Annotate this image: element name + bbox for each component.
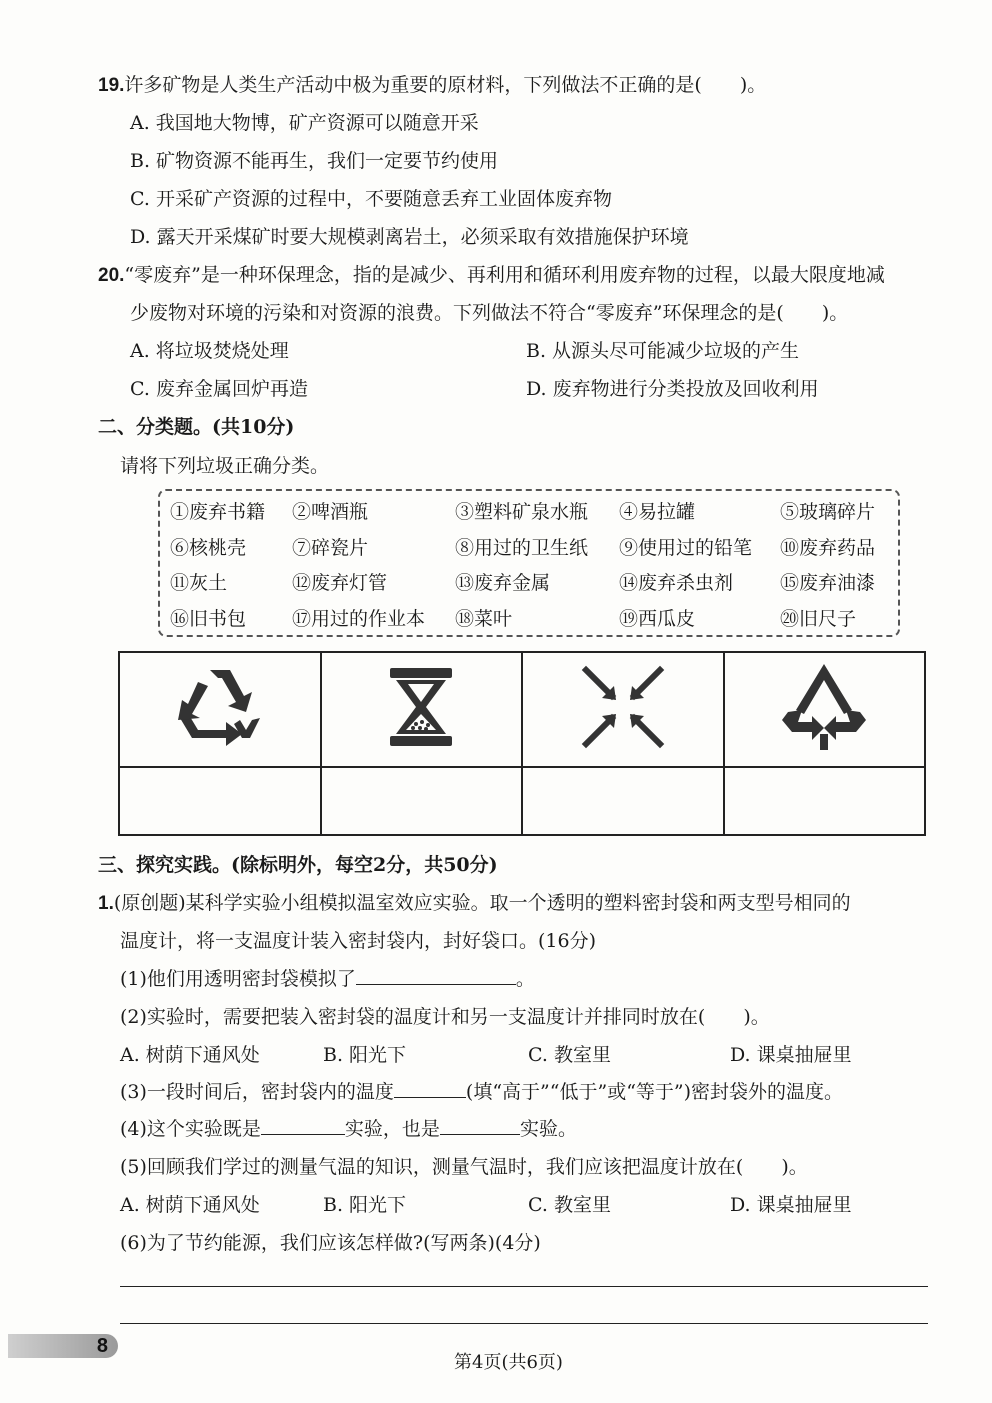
part2-option-b: B. 阳光下 (323, 1044, 407, 1066)
answer-cell-recyclable[interactable] (119, 767, 321, 835)
answer-cell-kitchen[interactable] (724, 767, 926, 835)
waste-item: ⑫废弃灯管 (292, 572, 388, 594)
bin-cell-other (522, 652, 724, 767)
waste-item: ②啤酒瓶 (292, 501, 369, 523)
s3q1-number: 1. (98, 893, 114, 914)
part2-option-d: D. 课桌抽屉里 (730, 1044, 852, 1066)
waste-item: ⑥核桃壳 (170, 537, 247, 559)
s3q1-part6: (6)为了节约能源，我们应该怎样做?(写两条)(4分) (120, 1232, 541, 1254)
waste-item: ①废弃书籍 (170, 501, 266, 523)
q19-stem (98, 70, 766, 97)
waste-item: ⑳旧尺子 (780, 608, 857, 630)
waste-item: ⑩废弃药品 (780, 537, 876, 559)
q19-text: 许多矿物是人类生产活动中极为重要的原材料，下列做法不正确的是( )。 (124, 74, 767, 96)
part4-text-c: 实验。 (519, 1118, 577, 1140)
waste-item: ⑰用过的作业本 (292, 608, 426, 630)
other-waste-icon (578, 662, 668, 752)
part5-option-a: A. 树荫下通风处 (120, 1194, 260, 1216)
answer-cell-other[interactable] (522, 767, 724, 835)
part5-option-c: C. 教室里 (528, 1194, 611, 1216)
part4-blank-1[interactable] (261, 1118, 345, 1135)
bin-cell-kitchen (724, 652, 926, 767)
waste-item: ⑧用过的卫生纸 (455, 537, 589, 559)
part3-prefix: (3)一段时间后，密封袋内的温度 (120, 1081, 394, 1103)
hazardous-icon (376, 662, 466, 752)
s3q1-text-line1: (原创题)某科学实验小组模拟温室效应实验。取一个透明的塑料密封袋和两支型号相同的 (113, 892, 851, 914)
bin-cell-hazardous (321, 652, 523, 767)
q20-option-d: D. 废弃物进行分类投放及回收利用 (526, 378, 819, 400)
q20-number: 20. (98, 265, 125, 286)
page-info: 第4页(共6页) (454, 1352, 563, 1373)
classification-table (118, 651, 926, 836)
bin-cell-recyclable (119, 652, 321, 767)
q20-option-c: C. 废弃金属回炉再造 (130, 378, 308, 400)
waste-item: ⑲西瓜皮 (619, 608, 696, 630)
part2-option-a: A. 树荫下通风处 (120, 1044, 260, 1066)
answer-line-2[interactable] (120, 1323, 928, 1324)
q20-option-b: B. 从源头尽可能减少垃圾的产生 (526, 340, 800, 362)
waste-item: ⑤玻璃碎片 (780, 501, 876, 523)
part1-blank[interactable] (356, 968, 516, 985)
waste-item: ⑬废弃金属 (455, 572, 551, 594)
s3q1-part3 (120, 1077, 843, 1104)
s3q1-text-line2: 温度计，将一支温度计装入密封袋内，封好袋口。(16分) (120, 930, 597, 952)
part4-blank-2[interactable] (440, 1118, 520, 1135)
q20-text-line2: 少废物对环境的污染和对资源的浪费。下列做法不符合“零废弃”环保理念的是( )。 (130, 302, 849, 324)
s3q1-part4 (120, 1114, 577, 1141)
kitchen-waste-icon (774, 660, 874, 754)
s3q1-part2: (2)实验时，需要把装入密封袋的温度计和另一支温度计并排同时放在( )。 (120, 1006, 770, 1028)
section3-title: 三、探究实践。(除标明外，每空2分，共50分) (98, 854, 498, 876)
q20-text-line1: “零废弃”是一种环保理念，指的是减少、再利用和循环利用废弃物的过程，以最大限度地减 (124, 264, 885, 286)
part1-prefix: (1)他们用透明密封袋模拟了 (120, 968, 356, 990)
q19-number: 19. (98, 75, 125, 96)
answer-cell-hazardous[interactable] (321, 767, 523, 835)
q19-option-d: D. 露天开采煤矿时要大规模剥离岩土，必须采取有效措施保护环境 (130, 226, 689, 248)
q20-option-a: A. 将垃圾焚烧处理 (130, 340, 289, 362)
s3q1-stem-line1 (98, 888, 851, 915)
page-badge (8, 1334, 118, 1358)
recyclable-icon (170, 662, 270, 752)
section2-title: 二、分类题。(共10分) (98, 416, 295, 438)
waste-item: ⑱菜叶 (455, 608, 513, 630)
waste-item: ⑨使用过的铅笔 (619, 537, 753, 559)
waste-item: ⑯旧书包 (170, 608, 247, 630)
part5-option-d: D. 课桌抽屉里 (730, 1194, 852, 1216)
q20-stem-line1 (98, 260, 885, 287)
waste-item: ③塑料矿泉水瓶 (455, 501, 589, 523)
part4-text-a: (4)这个实验既是 (120, 1118, 261, 1140)
part3-blank[interactable] (394, 1081, 466, 1098)
waste-item: ⑮废弃油漆 (780, 572, 876, 594)
q19-option-b: B. 矿物资源不能再生，我们一定要节约使用 (130, 150, 499, 172)
page-badge-number: 8 (96, 1335, 108, 1357)
q19-option-c: C. 开采矿产资源的过程中，不要随意丢弃工业固体废弃物 (130, 188, 612, 210)
s3q1-part1 (120, 964, 535, 991)
q19-option-a: A. 我国地大物博，矿产资源可以随意开采 (130, 112, 479, 134)
s3q1-part5: (5)回顾我们学过的测量气温的知识，测量气温时，我们应该把温度计放在( )。 (120, 1156, 808, 1178)
waste-item: ⑪灰土 (170, 572, 228, 594)
part2-option-c: C. 教室里 (528, 1044, 611, 1066)
waste-item: ⑭废弃杀虫剂 (619, 572, 734, 594)
part3-suffix: (填“高于”“低于”或“等于”)密封袋外的温度。 (465, 1081, 844, 1103)
waste-item: ④易拉罐 (619, 501, 696, 523)
part1-suffix: 。 (515, 968, 535, 990)
section2-instruction: 请将下列垃圾正确分类。 (120, 455, 330, 477)
part5-option-b: B. 阳光下 (323, 1194, 407, 1216)
answer-line-1[interactable] (120, 1286, 928, 1287)
part4-text-b: 实验，也是 (344, 1118, 440, 1140)
waste-item: ⑦碎瓷片 (292, 537, 369, 559)
